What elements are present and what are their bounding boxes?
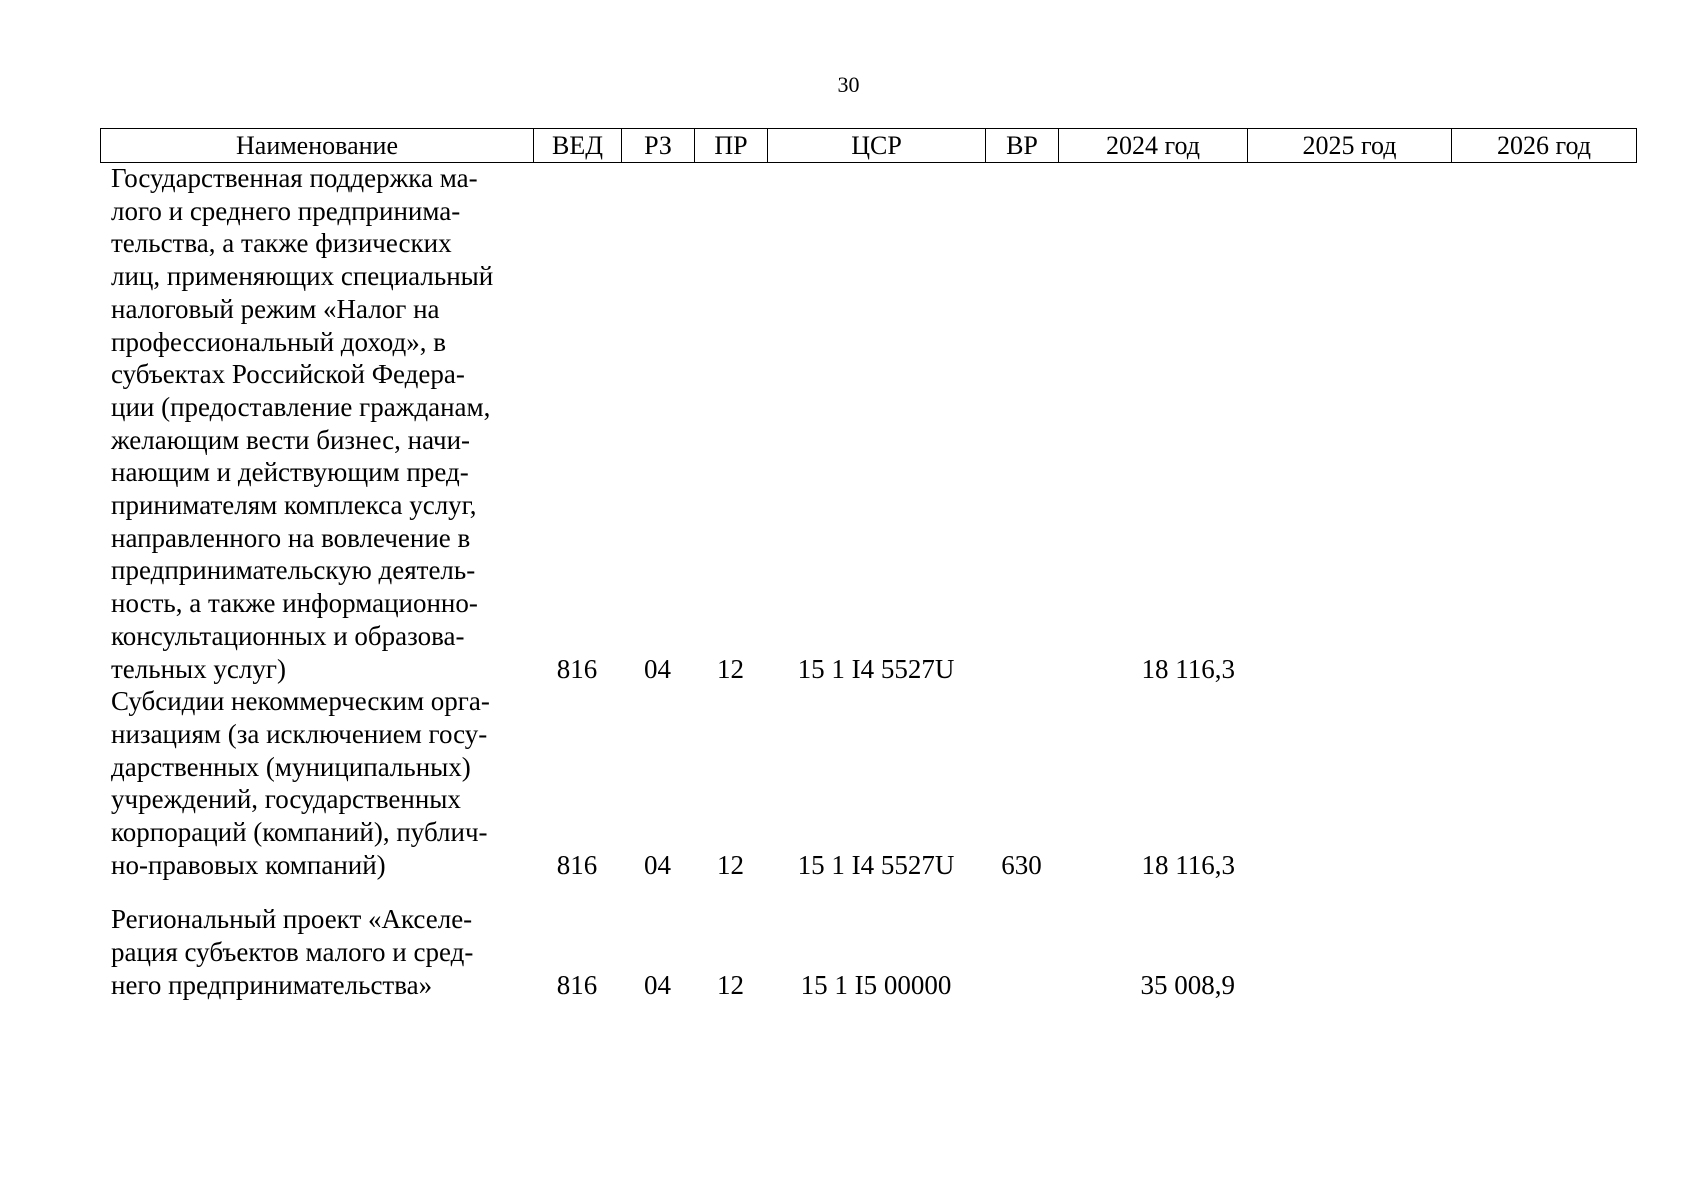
row-csr: 15 1 I4 5527U [797,849,955,880]
row-2026 [1451,903,1636,1001]
row-spacer [100,881,1636,903]
table-row [100,162,1636,685]
column-header-rz: РЗ [622,129,695,163]
column-header-2026: 2026 год [1452,129,1637,163]
row-name: Государственная поддержка ма- лого и среднего предпринима- тельства, а также физических лиц, применяющих специальный налоговый режим «Налог на профессиональный доход», в субъектах Российской Федера- ции (предоставление гражданам, желающим вести бизнес, начи- нающим и действующим пред- принимателям комплекса услуг, направленного на вовлечение в предпринимательскую деятель- ность, а также информационно- консультационных и образова- тельных услуг) [111,163,494,684]
row-vr: 630 [1001,849,1042,880]
row-rz: 04 [644,653,671,684]
row-2024: 18 116,3 [1141,849,1235,880]
row-ved: 816 [556,653,598,684]
row-csr: 15 1 I5 00000 [800,969,952,1000]
table-header [100,128,1637,163]
row-name: Региональный проект «Акселе- рация субъектов малого и сред- него предпринимательства» [111,904,474,1000]
row-vr [985,162,1058,685]
column-header-vr: ВР [986,129,1059,163]
row-ved: 816 [556,849,598,880]
spacer-cell [100,881,1636,903]
row-pr: 12 [717,969,744,1000]
row-2024: 35 008,9 [1140,969,1235,1000]
row-2025 [1247,162,1451,685]
row-pr: 12 [717,849,744,880]
row-2024: 18 116,3 [1141,653,1235,684]
row-rz: 04 [644,969,671,1000]
row-2026 [1451,162,1636,685]
row-2026 [1451,685,1636,881]
row-pr: 12 [717,653,744,684]
row-vr [985,903,1058,1001]
row-2025 [1247,685,1451,881]
table-body [100,162,1636,1002]
column-header-csr: ЦСР [768,129,986,163]
table-row [100,903,1636,1001]
column-header-ved: ВЕД [534,129,622,163]
page-number: 30 [837,72,860,97]
row-rz: 04 [644,849,671,880]
column-header-2024: 2024 год [1059,129,1248,163]
table-row [100,685,1636,881]
column-header-name: Наименование [101,129,534,163]
column-header-pr: ПР [695,129,768,163]
row-ved: 816 [556,969,598,1000]
row-name: Субсидии некоммерческим орга- низациям (за исключением госу- дарственных (муниципальных) учреждений, государственных корпораций (компаний), публич- но-правовых компаний) [111,686,490,880]
row-2025 [1247,903,1451,1001]
column-header-2025: 2025 год [1248,129,1452,163]
row-csr: 15 1 I4 5527U [797,653,955,684]
